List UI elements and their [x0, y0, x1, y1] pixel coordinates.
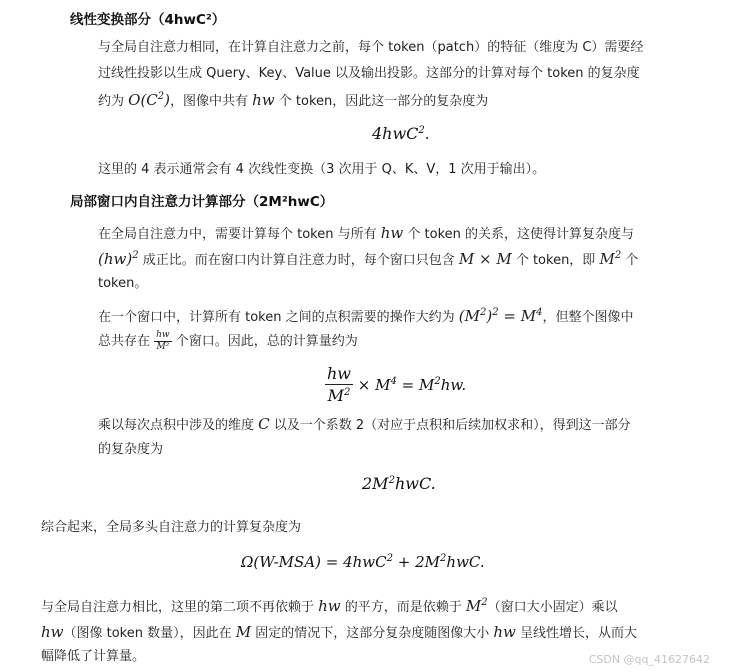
paragraph-line: 与全局自注意力相同，在计算自注意力之前，每个 token（patch）的特征（维度为 C）需要经: [98, 40, 644, 55]
text-span: 个 token，因此这一部分的复杂度为: [274, 94, 489, 109]
paragraph-line: 在一个窗口中，计算所有 token 之间的点积需要的操作大约为 $(M^2)^2 = M^4$，但整个图像中: [98, 307, 634, 325]
paragraph-line: [98, 88, 488, 114]
paragraph-line: 过线性投影以生成 Query、Key、Value 以及输出投影。这部分的计算对每个 token 的复杂度: [98, 66, 640, 81]
paragraph-line: token。: [98, 276, 148, 291]
paragraph-line: 与全局自注意力相比，这里的第二项不再依赖于 hw 的平方，而是依赖于 $M^2$（窗口大小固定）乘以: [41, 597, 618, 615]
paragraph-line: 乘以每次点积中涉及的维度 C 以及一个系数 2（对应于点积和后续加权求和），得到这一部分: [98, 415, 631, 433]
section-heading-window: 局部窗口内自注意力计算部分（2M²hwC）: [70, 194, 334, 210]
paragraph-line: hw（图像 token 数量），因此在 M 固定的情况下，这部分复杂度随图像大小 hw 呈线性增长，从而大: [41, 623, 638, 641]
paragraph-line: 幅降低了计算量。: [41, 649, 146, 664]
paragraph-line: 综合起来，全局多头自注意力的计算复杂度为: [41, 520, 302, 535]
equation-wmsa: $\Omega(W-MSA) = 4hwC^2 + 2M^2hwC$.: [241, 553, 485, 571]
paragraph-line: 这里的 4 表示通常会有 4 次线性变换（3 次用于 Q、K、V，1 次用于输出）。: [98, 162, 546, 177]
text-span: ，图像中共有: [170, 94, 253, 109]
equation-linear: 4hwC$^2$.: [372, 124, 430, 143]
paragraph-line: (hw)$^2$ 成正比。而在窗口内计算自注意力时，每个窗口只包含 M × M 个 token，即 $M^2$ 个: [98, 250, 639, 268]
watermark: CSDN @qq_41627642: [588, 653, 710, 666]
equation-window: $2M^2hwC$.: [362, 474, 436, 493]
fraction-inline: $\frac{hw}{\text{M²}}$: [156, 330, 170, 352]
math-inline: hw: [252, 91, 275, 109]
paragraph-line: 在全局自注意力中，需要计算每个 token 与所有 hw 个 token 的关系，这使得计算复杂度与: [98, 224, 635, 242]
math-inline: $O(C^2)$: [128, 91, 171, 109]
paragraph-line: 的复杂度为: [98, 442, 164, 457]
paragraph-line: 总共存在 $\frac{hw}{\text{M²}}$ 个窗口。因此，总的计算量约为: [98, 330, 358, 352]
text-span: 约为: [98, 94, 129, 109]
section-heading-linear: 线性变换部分（4hwC²）: [70, 12, 226, 28]
equation-window-total: $\frac{hw}{M^2}$ × $M^4 = M^2hw$.: [327, 364, 467, 405]
